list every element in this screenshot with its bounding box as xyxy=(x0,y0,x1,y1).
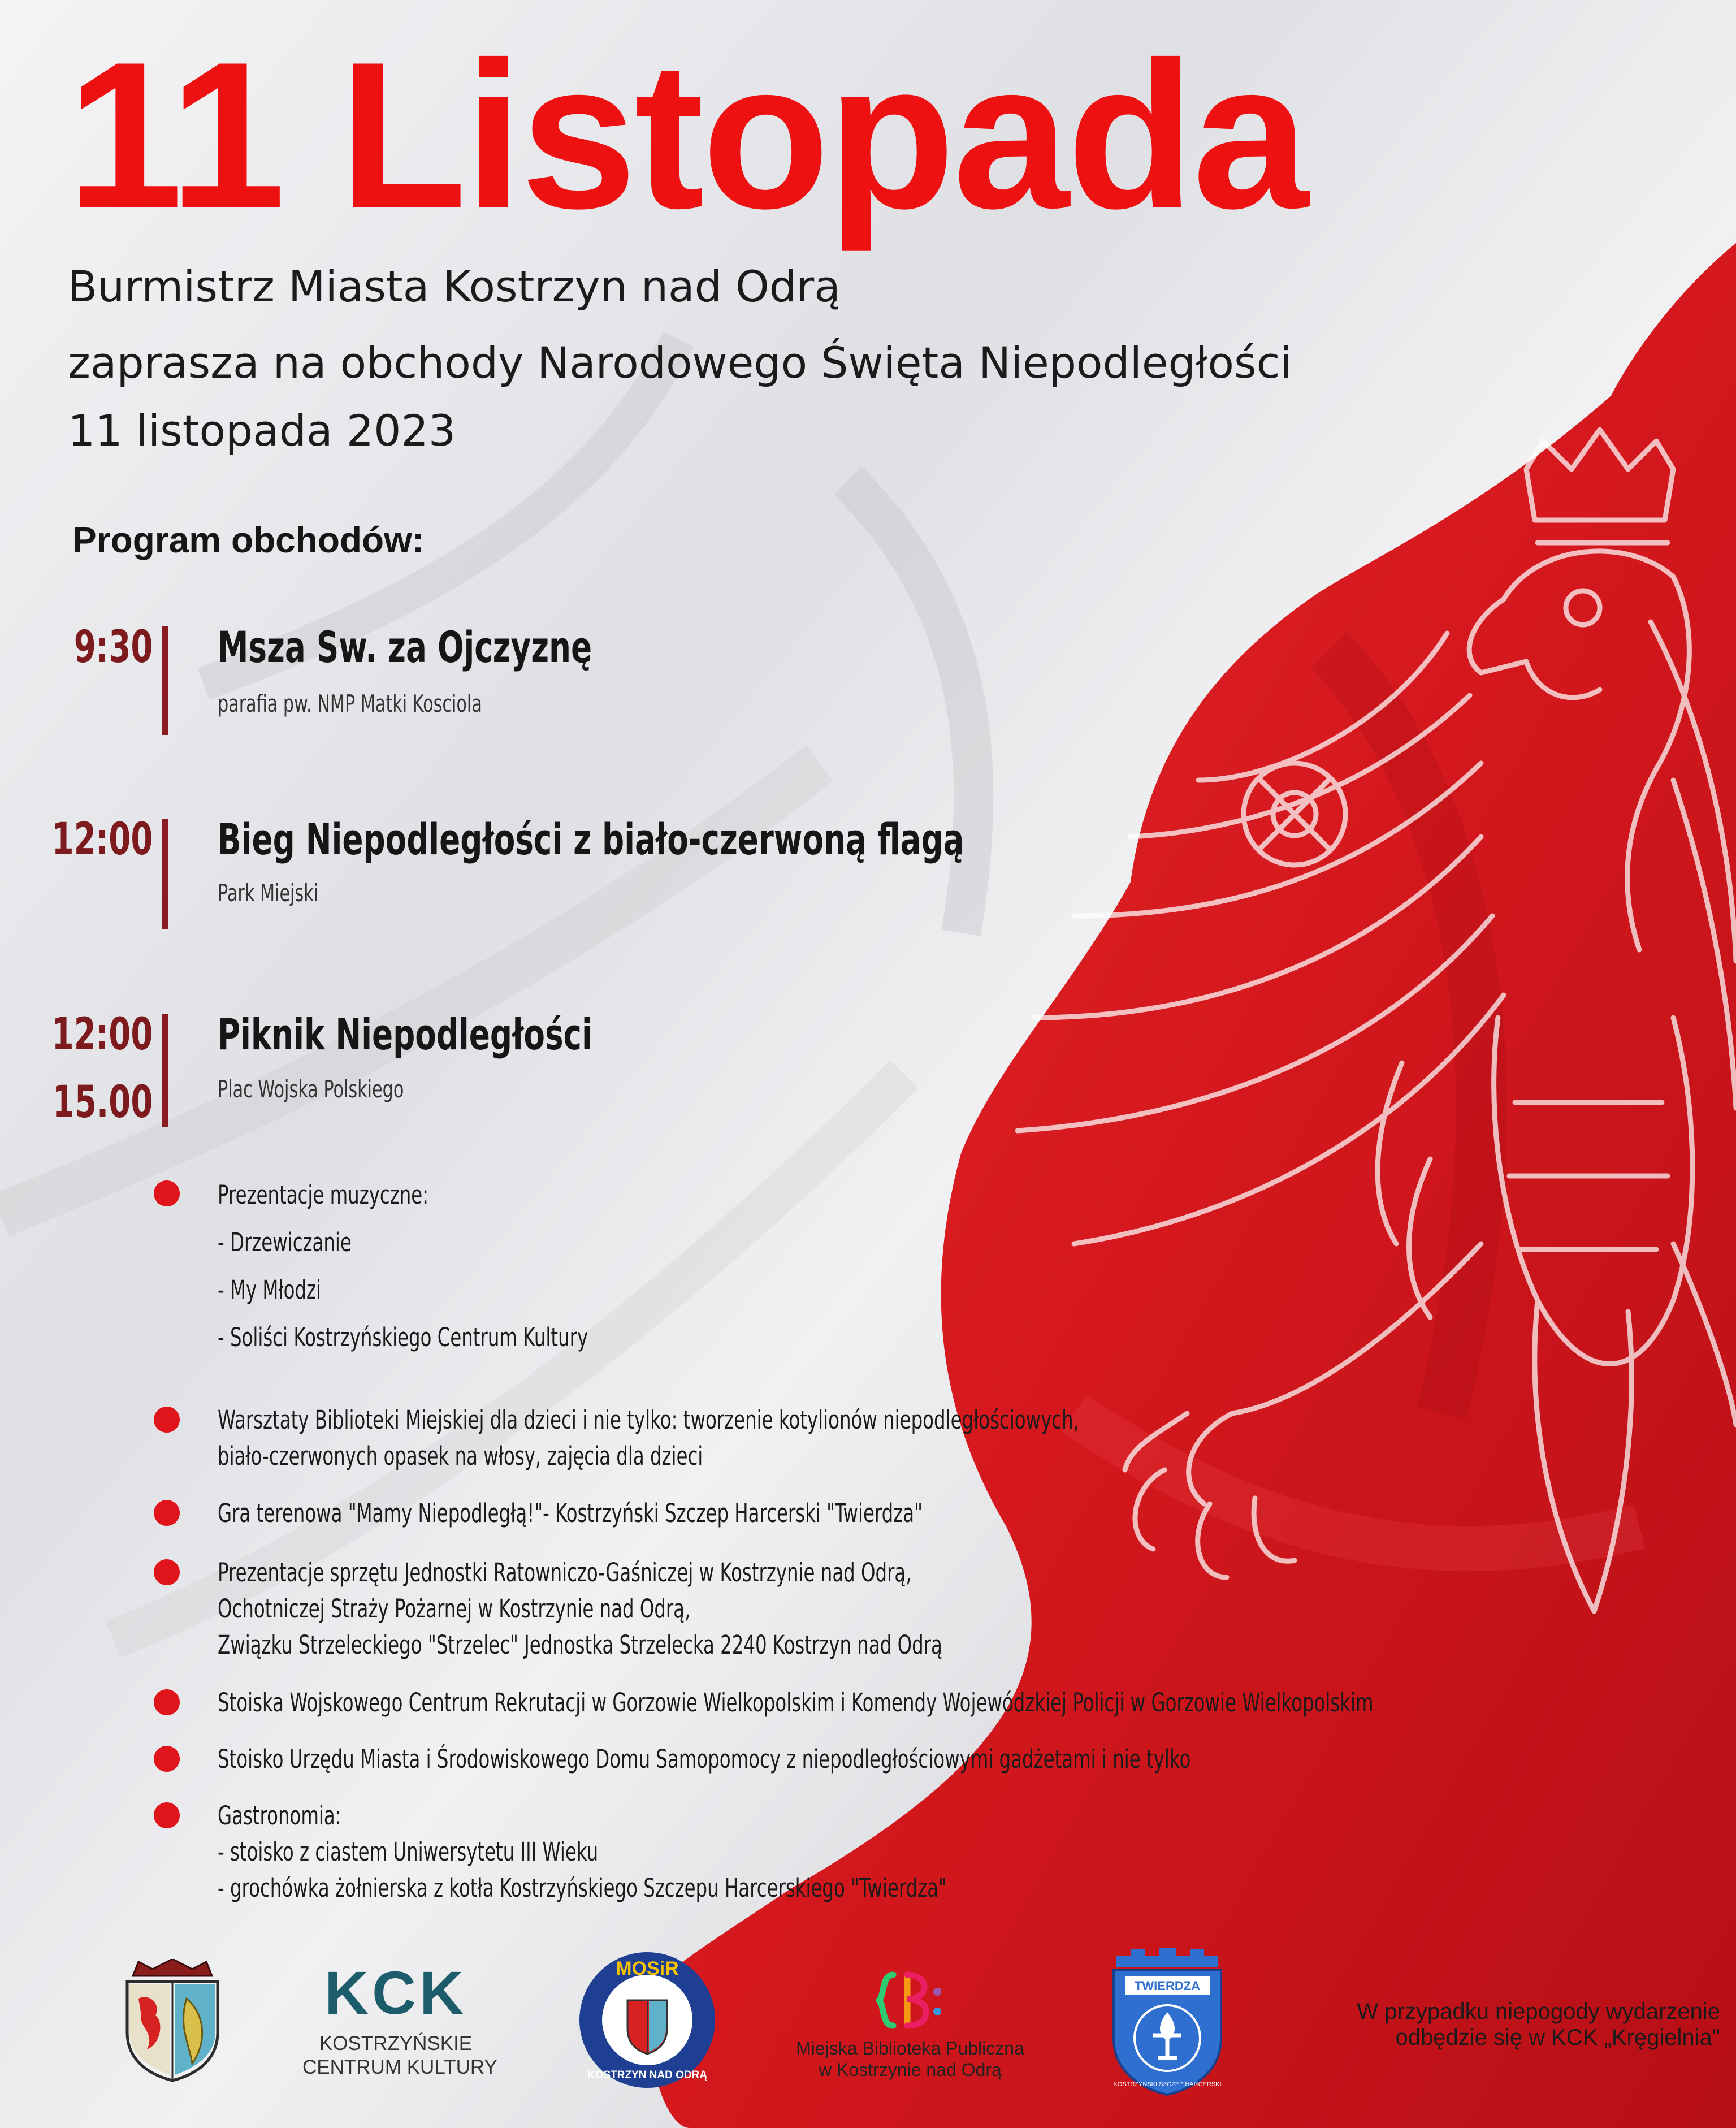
bullet-dot xyxy=(154,1802,180,1828)
event-time-end: 15.00 xyxy=(52,1077,153,1128)
list-item: Gastronomia: - stoisko z ciastem Uniwersytetu III Wieku - grochówka żołnierska z kotła Kostrzyńskiego Szczepu Harcerskiego "Twierdza" xyxy=(218,1801,947,1903)
event-time: 9:30 xyxy=(73,622,153,673)
bullet-dot xyxy=(154,1746,180,1772)
list-item: Prezentacje sprzętu Jednostki Ratowniczo-Gaśniczej w Kostrzynie nad Odrą, Ochotniczej Straży Pożarnej w Kostrzynie nad Odrą, Związku Strzeleckiego "Strzelec" Jednostka Strzelecka 2240 Kostrzyn nad Odrą xyxy=(218,1558,942,1660)
bullet-dot xyxy=(154,1559,180,1585)
event-title: Msza Sw. za Ojczyznę xyxy=(218,622,592,672)
kostrzyn-coat-of-arms-icon xyxy=(122,1959,223,2083)
intro-organizer: Burmistrz Miasta Kostrzyn nad Odrą xyxy=(68,261,841,312)
event-place: Plac Wojska Polskiego xyxy=(218,1075,404,1103)
scout-banner-text: TWIERDZA xyxy=(1134,1979,1201,1993)
event-place: Park Miejski xyxy=(218,879,319,907)
kck-logo xyxy=(302,1958,497,2079)
library-logo xyxy=(769,1966,1051,2081)
weather-note: W przypadku niepogody wydarzenie odbędzie się w KCK „Kręgielnia" xyxy=(1357,1999,1720,2050)
event-divider xyxy=(162,819,168,929)
library-name-line1: Miejska Biblioteka Publiczna xyxy=(796,2038,1024,2058)
bullet-dot xyxy=(154,1500,180,1526)
intro-date: 11 listopada 2023 xyxy=(68,405,456,456)
bullet-dot xyxy=(154,1407,180,1433)
intro-invitation: zaprasza na obchody Narodowego Święta Niepodległości xyxy=(68,338,1292,388)
twierdza-scout-badge-icon xyxy=(1108,1945,1227,2097)
program-heading: Program obchodów: xyxy=(72,520,425,560)
list-item: Warsztaty Biblioteki Miejskiej dla dzieci i nie tylko: tworzenie kotylionów niepodległościowych, biało-czerwonych opasek na włosy, zajęcia dla dzieci xyxy=(218,1405,1079,1471)
event-divider xyxy=(162,626,168,735)
event-time: 12:00 xyxy=(51,814,153,865)
event-time: 12:00 xyxy=(51,1009,153,1060)
event-place: parafia pw. NMP Matki Kosciola xyxy=(218,690,482,717)
poster-title: 11 Listopada xyxy=(67,19,1307,252)
mosir-top-text: MOSiR xyxy=(616,1958,679,1979)
bullet-dot xyxy=(154,1689,180,1715)
kck-name-line1: KOSTRZYŃSKIE xyxy=(319,2032,473,2055)
kck-name-line2: CENTRUM KULTURY xyxy=(302,2056,497,2078)
list-item: Gra terenowa "Mamy Niepodległą!"- Kostrzyński Szczep Harcerski "Twierdza" xyxy=(218,1498,923,1528)
library-logo-icon xyxy=(876,1966,944,2034)
library-name-line2: w Kostrzynie nad Odrą xyxy=(819,2060,1002,2080)
scout-ring-text: KOSTRZYŃSKI SZCZEP HARCERSKI xyxy=(1113,2081,1222,2088)
mosir-badge-icon xyxy=(577,1949,718,2091)
mosir-bottom-text: KOSTRZYN NAD ODRĄ xyxy=(587,2069,708,2081)
list-item: Stoiska Wojskowego Centrum Rekrutacji w Gorzowie Wielkopolskim i Komendy Wojewódzkiej Policji w Gorzowie Wielkopolskim xyxy=(218,1688,1374,1718)
event-divider xyxy=(162,1014,168,1127)
event-title: Bieg Niepodległości z biało-czerwoną flagą xyxy=(218,814,964,864)
list-item: Stoisko Urzędu Miasta i Środowiskowego Domu Samopomocy z niepodległościowymi gadżetami i nie tylko xyxy=(218,1744,1191,1774)
event-title: Piknik Niepodległości xyxy=(218,1009,592,1059)
bullet-dot xyxy=(154,1180,180,1206)
kck-mark: KCK xyxy=(324,1958,467,2027)
list-item: Prezentacje muzyczne: - Drzewiczanie - My Młodzi - Soliści Kostrzyńskiego Centrum Kultury xyxy=(218,1180,588,1352)
